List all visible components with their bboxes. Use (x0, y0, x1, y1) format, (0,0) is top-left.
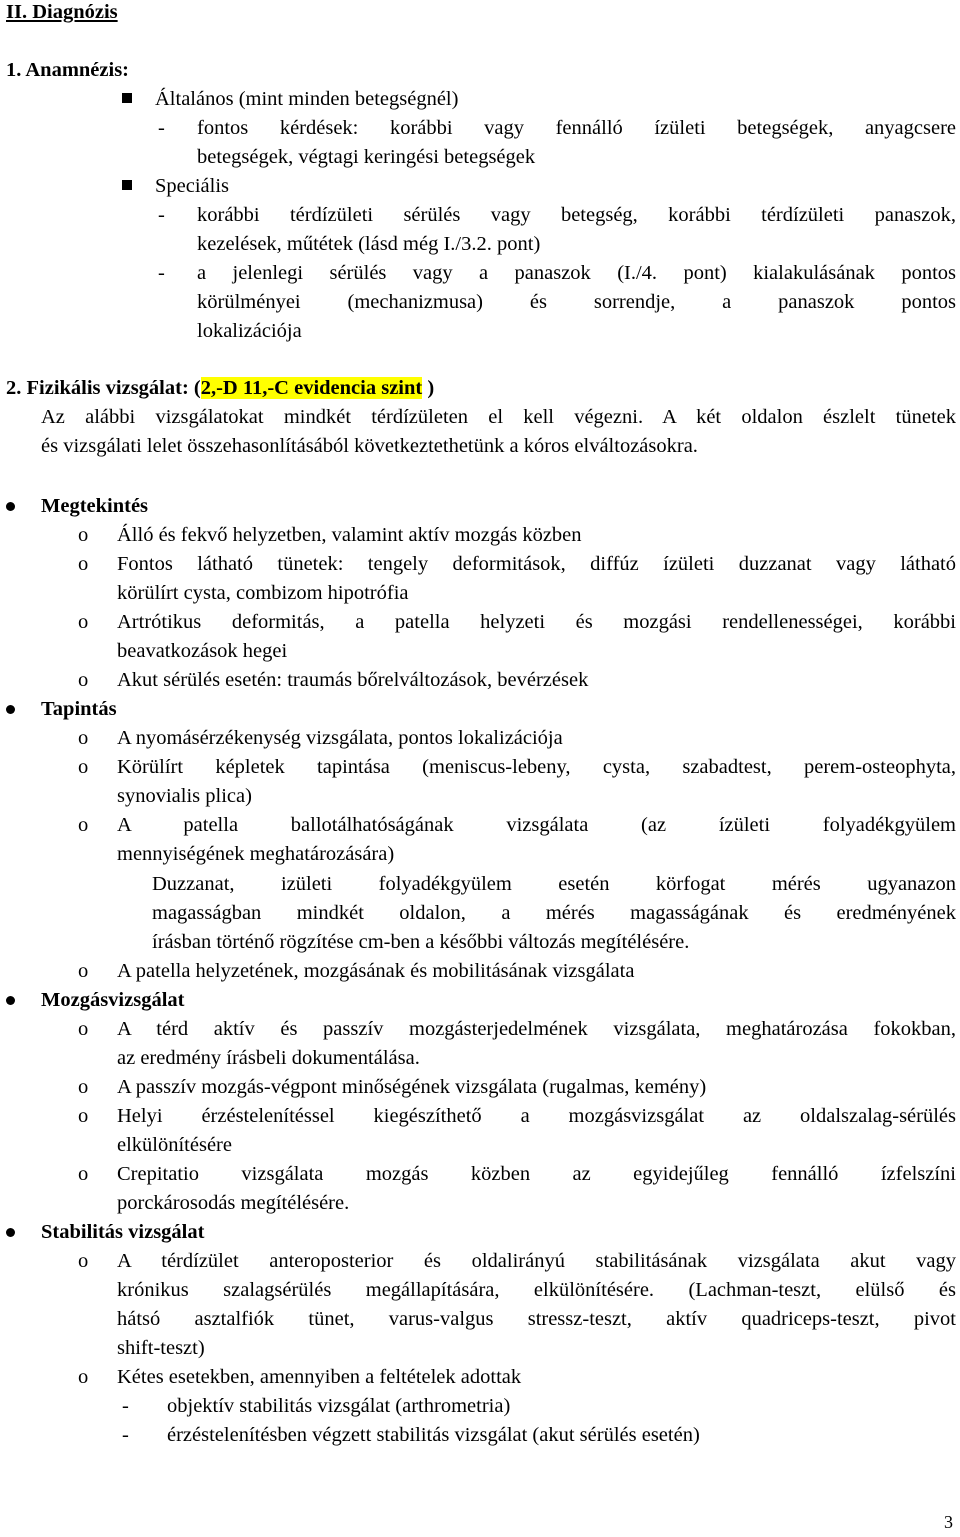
palpation-item-line: Körülírt képletek tapintása (meniscus-lebeny, cysta, szabadtest, perem-osteophyta, (117, 756, 956, 778)
palpation-note-line: magasságban mindkét oldalon, a mérés magasságának és eredményének (152, 902, 956, 924)
motion-item-line: Helyi érzéstelenítéssel kiegészíthető a mozgásvizsgálat az oldalszalag-sérülés (117, 1105, 956, 1127)
motion-item-line: Crepitatio vizsgálata mozgás közben az egyidejűleg fennálló ízfelszíni (117, 1163, 956, 1185)
o-marker: o (78, 1163, 89, 1185)
motion-item-line: A passzív mozgás-végpont minőségének vizsgálata (rugalmas, kemény) (117, 1076, 707, 1098)
square-bullet-icon (122, 180, 132, 190)
motion-title: Mozgásvizsgálat (41, 989, 185, 1011)
inspection-item-line: körülírt cysta, combizom hipotrófia (117, 582, 409, 604)
o-marker: o (78, 727, 89, 749)
dash-marker: - (158, 204, 165, 226)
o-marker: o (78, 1366, 89, 1388)
physical-intro-line: Az alábbi vizsgálatokat mindkét térdízületen el kell végezni. A két oldalon észlelt tünetek (41, 406, 956, 428)
palpation-item-line: synovialis plica) (117, 785, 252, 807)
inspection-item-line: Akut sérülés esetén: traumás bőrelváltozások, bevérzések (117, 669, 589, 691)
o-marker: o (78, 1018, 89, 1040)
palpation-item-line: A nyomásérzékenység vizsgálata, pontos lokalizációja (117, 727, 563, 749)
o-marker: o (78, 1250, 89, 1272)
stability-item-line: A térdízület anteroposterior és oldalirányú stabilitásának vizsgálata akut vagy (117, 1250, 956, 1272)
round-bullet-icon (6, 1228, 15, 1237)
general-label: Általános (mint minden betegségnél) (155, 88, 459, 110)
o-marker: o (78, 1105, 89, 1127)
stability-sub-item: objektív stabilitás vizsgálat (arthrometria) (167, 1395, 511, 1417)
stability-item-line: krónikus szalagsérülés megállapítására, elkülönítésére. (Lachman-teszt, elülső és (117, 1279, 956, 1301)
dash-marker: - (158, 117, 165, 139)
special-item2-line: lokalizációja (197, 320, 302, 342)
palpation-item-line: mennyiségének meghatározására) (117, 843, 395, 865)
stability-item-line: hátsó asztalfiók tünet, varus-valgus stressz-teszt, aktív quadriceps-teszt, pivot (117, 1308, 956, 1330)
o-marker: o (78, 814, 89, 836)
general-item-line: fontos kérdések: korábbi vagy fennálló ízületi betegségek, anyagcsere (197, 117, 956, 139)
motion-item-line: A térd aktív és passzív mozgásterjedelmének vizsgálata, meghatározása fokokban, (117, 1018, 956, 1040)
stability-title: Stabilitás vizsgálat (41, 1221, 205, 1243)
stability-item-line: shift-teszt) (117, 1337, 205, 1359)
physical-intro-line: és vizsgálati lelet összehasonlításából következtethetünk a kóros elváltozásokra. (41, 435, 698, 457)
page-number: 3 (944, 1512, 953, 1532)
o-marker: o (78, 1076, 89, 1098)
physical-heading: 2. Fizikális vizsgálat: (2,-D 11,-C evidencia szint ) (6, 377, 435, 399)
inspection-title: Megtekintés (41, 495, 149, 517)
palpation-note-line: írásban történő rögzítése cm-ben a későbbi változás megítélésére. (152, 931, 690, 953)
general-item-line: betegségek, végtagi keringési betegségek (197, 146, 536, 168)
inspection-item-line: Fontos látható tünetek: tengely deformitások, diffúz ízületi duzzanat vagy látható (117, 553, 956, 575)
round-bullet-icon (6, 705, 15, 714)
dash-marker: - (122, 1395, 129, 1417)
special-item1-line: kezelések, műtétek (lásd még I./3.2. pont) (197, 233, 541, 255)
stability-item-line: Kétes esetekben, amennyiben a feltételek adottak (117, 1366, 522, 1388)
special-item2-line: a jelenlegi sérülés vagy a panaszok (I./4. pont) kialakulásának pontos (197, 262, 956, 284)
page-title: II. Diagnózis (6, 1, 118, 23)
dash-marker: - (158, 262, 165, 284)
o-marker: o (78, 611, 89, 633)
evidence-level-highlight: 2,-D 11,-C evidencia szint (200, 377, 423, 399)
o-marker: o (78, 553, 89, 575)
round-bullet-icon (6, 502, 15, 511)
motion-item-line: porckárosodás megítélésére. (117, 1192, 350, 1214)
special-item2-line: körülményei (mechanizmusa) és sorrendje, a panaszok pontos (197, 291, 956, 313)
palpation-title: Tapintás (41, 698, 117, 720)
anamnesis-heading: 1. Anamnézis: (6, 59, 129, 81)
square-bullet-icon (122, 93, 132, 103)
palpation-item-line: A patella helyzetének, mozgásának és mobilitásának vizsgálata (117, 960, 635, 982)
inspection-item-line: beavatkozások hegei (117, 640, 288, 662)
o-marker: o (78, 669, 89, 691)
inspection-item-line: Álló és fekvő helyzetben, valamint aktív mozgás közben (117, 524, 582, 546)
special-item1-line: korábbi térdízületi sérülés vagy betegség, korábbi térdízületi panaszok, (197, 204, 956, 226)
dash-marker: - (122, 1424, 129, 1446)
o-marker: o (78, 524, 89, 546)
inspection-item-line: Artrótikus deformitás, a patella helyzeti és mozgási rendellenességei, korábbi (117, 611, 956, 633)
palpation-note-line: Duzzanat, izületi folyadékgyülem esetén körfogat mérés ugyanazon (152, 873, 956, 895)
o-marker: o (78, 756, 89, 778)
motion-item-line: elkülönítésére (117, 1134, 232, 1156)
o-marker: o (78, 960, 89, 982)
stability-sub-item: érzéstelenítésben végzett stabilitás vizsgálat (akut sérülés esetén) (167, 1424, 700, 1446)
special-label: Speciális (155, 175, 230, 197)
motion-item-line: az eredmény írásbeli dokumentálása. (117, 1047, 420, 1069)
round-bullet-icon (6, 996, 15, 1005)
palpation-item-line: A patella ballotálhatóságának vizsgálata (az ízületi folyadékgyülem (117, 814, 956, 836)
